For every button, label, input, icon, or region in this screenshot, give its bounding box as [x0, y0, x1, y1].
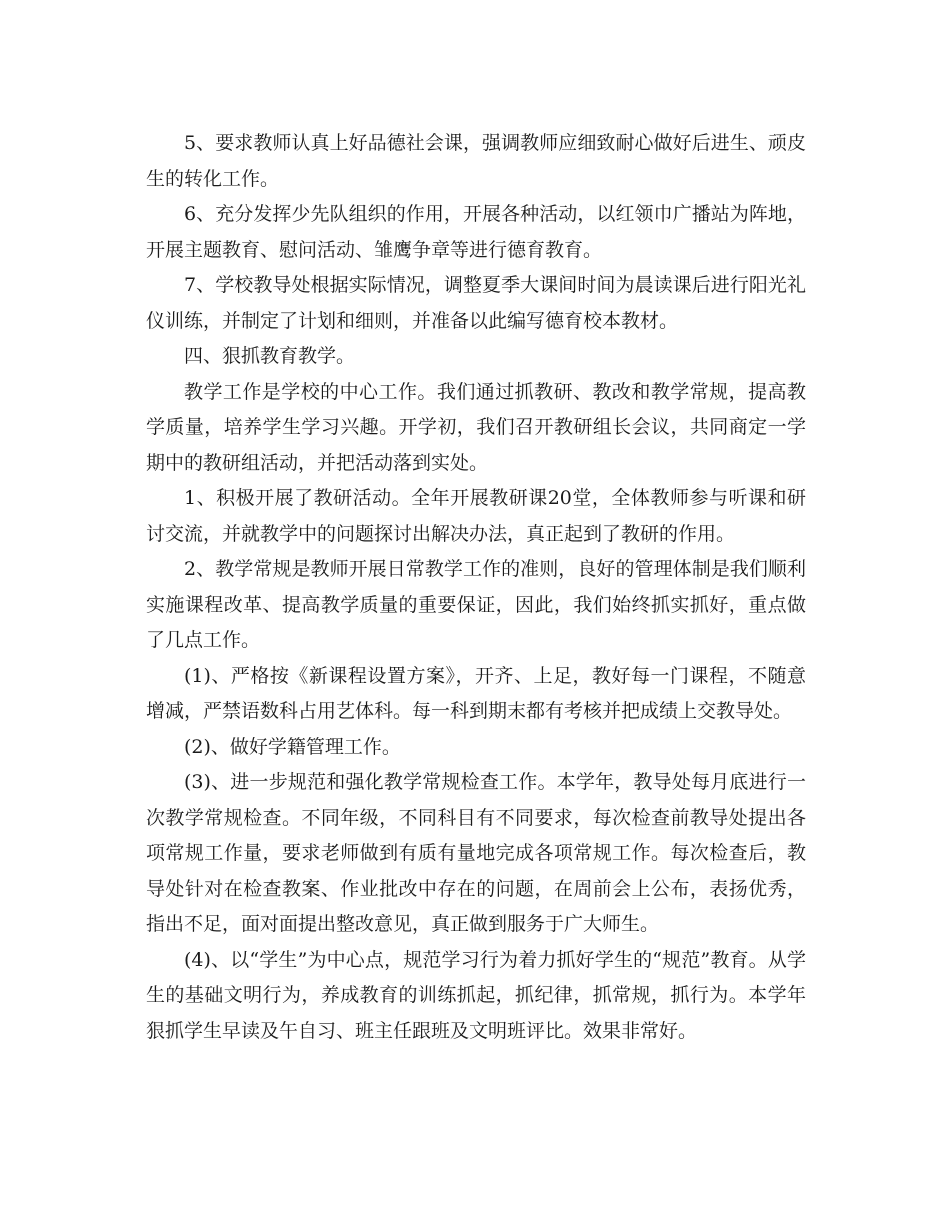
paragraph-item-6: 6、充分发挥少先队组织的作用，开展各种活动，以红领巾广播站为阵地，开展主题教育、慰问活动、雏鹰争章等进行德育教育。 [146, 203, 806, 261]
paragraph-subitem-2: (2)、做好学籍管理工作。 [184, 735, 401, 758]
paragraph-subitem-3: (3)、进一步规范和强化教学常规检查工作。本学年，教导处每月底进行一次教学常规检查。不同年级，不同科目有不同要求，每次检查前教导处提出各项常规工作量，要求老师做到有质有量地完成各项常规工作。每次检查后，教导处针对在检查教案、作业批改中存在的问题，在周前会上公布，表扬优秀，指出不足，面对面提出整改意见，真正做到服务于广大师生。 [146, 771, 806, 935]
document-body [146, 126, 806, 1049]
paragraph-item-5: 5、要求教师认真上好品德社会课，强调教师应细致耐心做好后进生、顽皮生的转化工作。 [146, 132, 806, 190]
paragraph-item-7: 7、学校教导处根据实际情况，调整夏季大课间时间为晨读课后进行阳光礼仪训练，并制定了计划和细则，并准备以此编写德育校本教材。 [146, 274, 806, 332]
paragraph-item-2: 2、教学常规是教师开展日常教学工作的准则，良好的管理体制是我们顺利实施课程改革、提高教学质量的重要保证，因此，我们始终抓实抓好，重点做了几点工作。 [146, 558, 806, 651]
paragraph-subitem-4: (4)、以“学生”为中心点，规范学习行为着力抓好学生的“规范”教育。从学生的基础文明行为，养成教育的训练抓起，抓纪律，抓常规，抓行为。本学年狠抓学生早读及午自习、班主任跟班及文明班评比。效果非常好。 [146, 948, 806, 1042]
paragraph-teaching-intro: 教学工作是学校的中心工作。我们通过抓教研、教改和教学常规，提高教学质量，培养学生学习兴趣。开学初，我们召开教研组长会议，共同商定一学期中的教研组活动，并把活动落到实处。 [146, 380, 806, 474]
section-heading-four: 四、狠抓教育教学。 [184, 345, 356, 367]
paragraph-subitem-1: (1)、严格按《新课程设置方案》，开齐、上足，教好每一门课程，不随意增减，严禁语数科占用艺体科。每一科到期末都有考核并把成绩上交教导处。 [146, 664, 806, 722]
paragraph-item-1: 1、积极开展了教研活动。全年开展教研课20堂，全体教师参与听课和研讨交流，并就教学中的问题探讨出解决办法，真正起到了教研的作用。 [146, 487, 806, 545]
